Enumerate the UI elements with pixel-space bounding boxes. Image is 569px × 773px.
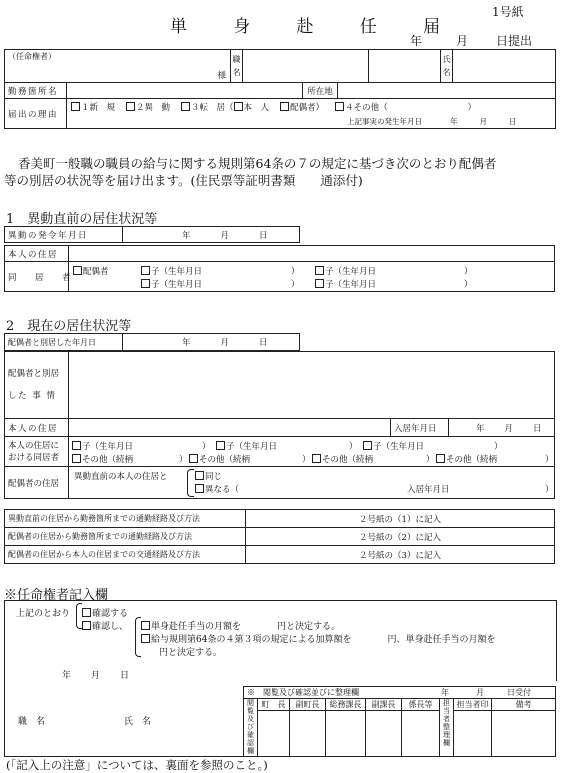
header-table	[4, 49, 556, 129]
intro-line-2: 等の別居の状況等を届け出ます。(住民票等証明書類 通添付)	[4, 173, 363, 188]
addition-option[interactable]: 給与規則第64条の４第３項の規定による加算額を 円、単身赴任手当の月額を	[141, 632, 495, 645]
section1-heading: 1 異動直前の居住状況等	[6, 212, 158, 227]
stamp-cell[interactable]	[492, 711, 556, 757]
stamp-cell[interactable]	[290, 711, 326, 757]
form-title	[170, 12, 440, 37]
name-label: 氏 名	[441, 50, 453, 83]
reason-move[interactable]: ３転 居（ 本 人	[181, 101, 269, 113]
route-value: ２号紙の（3）に記入	[246, 546, 555, 564]
cohabit-label: 同 居 者	[5, 262, 69, 292]
current-residence-label: 本人の住居	[5, 419, 69, 437]
appointer-cell[interactable]: （任命権者） 様	[5, 50, 231, 83]
brace	[187, 469, 194, 497]
move-in-label: 入居年月日	[391, 419, 449, 437]
stamp-cell[interactable]	[454, 711, 492, 757]
current-other[interactable]: その他（続柄	[312, 453, 373, 465]
confirm-and-option[interactable]: 確認し、	[82, 619, 128, 632]
address-label: 所在地	[303, 83, 338, 99]
intro-line-1: 香美町一般職の職員の給与に関する規則第64条の７の規定に基づき次のとおり配偶者	[18, 156, 497, 171]
stamp-table	[243, 686, 556, 757]
stamp-col-general-affairs: 総務課長	[326, 699, 366, 711]
stamp-cell[interactable]	[258, 711, 290, 757]
stamp-cell[interactable]	[366, 711, 402, 757]
stamp-col-chief: 係長等	[402, 699, 440, 711]
stamp-cell[interactable]	[326, 711, 366, 757]
appointer-name: 氏 名	[124, 717, 152, 727]
reason-cell	[67, 99, 556, 129]
current-child[interactable]: 子（生年月日	[363, 440, 424, 452]
stamp-header: ※ 閲覧及び確認並びに整理欄 年 月 日受付	[244, 687, 556, 699]
section2-heading: 2 現在の居住状況等	[6, 319, 132, 334]
current-other[interactable]: その他（続柄	[189, 453, 250, 465]
route-value: ２号紙の（2）に記入	[246, 528, 555, 546]
cohabit-child[interactable]: 子（生年月日	[141, 278, 202, 290]
current-other[interactable]: その他（続柄	[72, 453, 133, 465]
route-label: 配偶者の住居から勤務箇所までの通勤経路及び方法	[5, 528, 246, 546]
cohabit-child[interactable]: 子（生年月日	[315, 265, 376, 277]
order-date-field[interactable]: 年 月 日	[123, 227, 300, 243]
appointer-position: 職 名	[18, 717, 46, 727]
stamp-col-remarks: 備考	[492, 699, 556, 711]
cohabit-child[interactable]: 子（生年月日	[141, 265, 202, 277]
title-char: 身	[233, 17, 251, 37]
current-child[interactable]: 子（生年月日	[216, 440, 277, 452]
separated-date-table	[4, 333, 300, 351]
fact-date[interactable]: 上記事実の発生年月日 年 月 日	[347, 117, 517, 126]
cohabit-spouse[interactable]: 配偶者	[73, 265, 109, 277]
reason-new[interactable]: １新 規	[71, 101, 115, 113]
stamp-cell[interactable]	[402, 711, 440, 757]
residence-field[interactable]	[69, 246, 555, 262]
blank	[369, 50, 441, 83]
box-border	[4, 680, 5, 757]
separated-date-label: 配偶者と別居した年月日	[5, 334, 123, 351]
cohabit-child[interactable]: 子（生年月日	[315, 278, 376, 290]
stamp-col-staff: 担当者印	[454, 699, 492, 711]
appointer-date[interactable]: 年 月 日	[62, 671, 130, 681]
route-value: ２号紙の（1）に記入	[246, 510, 555, 528]
title-char: 届	[423, 17, 440, 37]
cohabit-field: 配偶者 子（生年月日 ） 子（生年月日 ） 子（生年月日 ） 子（生年月日 ）	[69, 262, 555, 292]
current-other[interactable]: その他（続柄	[436, 453, 497, 465]
route-table	[4, 509, 555, 564]
prev-residence-text: 異動直前の本人の住居と	[74, 472, 168, 482]
same-option[interactable]: 同じ	[195, 470, 222, 482]
reason-transfer[interactable]: ２異 動	[126, 101, 170, 113]
title-char: 単	[170, 17, 187, 37]
current-cohabit-field: 子（生年月日 ） 子（生年月日 ） 子（生年月日 ） その他（続柄 ） その他（続柄 ） その他（続柄 ） その他（続柄 ）	[69, 437, 555, 467]
stamp-col-vice-mayor: 副町長	[290, 699, 326, 711]
residence-label: 本人の住居	[5, 246, 69, 262]
appointer-heading: ※任命権者記入欄	[4, 588, 109, 603]
separation-reason-label: 配偶者と別居 した 事 情	[5, 352, 69, 419]
current-cohabit-label: 本人の住居に おける同居者	[5, 437, 69, 467]
decide-line: 円と決定する。	[159, 648, 223, 658]
reason-label: 届出の理由	[5, 99, 67, 129]
submit-date: 年 月 日提出	[410, 34, 533, 48]
staff-label: 担当者整理欄	[440, 699, 454, 757]
workplace-label: 勤務箇所名	[5, 83, 67, 99]
reason-other[interactable]: ４その他（ ）	[335, 101, 476, 113]
view-confirm-label: 閲覧及び確認欄	[244, 699, 258, 757]
stamp-col-deputy: 副課長	[366, 699, 402, 711]
spouse-residence-field: 異動直前の本人の住居と 同じ 異なる（ 入居年月日 ）	[69, 467, 555, 499]
confirm-option[interactable]: 確認する	[82, 606, 128, 619]
footer-note: (「記入上の注意」については、裏面を参照のこと。)	[6, 758, 268, 772]
name-field[interactable]	[453, 50, 556, 83]
spouse-residence-label: 配偶者の住居	[5, 467, 69, 499]
route-label: 異動直前の住居から勤務箇所までの通勤経路及び方法	[5, 510, 246, 528]
position-field[interactable]	[243, 50, 369, 83]
section2-table	[4, 351, 555, 499]
allowance-option[interactable]: 単身赴任手当の月額を 円と決定する。	[141, 619, 340, 632]
order-date-label: 異動の発令年月日	[5, 227, 123, 243]
address-field[interactable]	[338, 83, 556, 99]
current-residence-field[interactable]	[69, 419, 391, 437]
title-char: 赴	[296, 17, 314, 37]
stamp-col-mayor: 町 長	[258, 699, 290, 711]
title-char: 任	[359, 17, 377, 37]
position-label: 職 名	[231, 50, 243, 83]
order-date-table	[4, 226, 300, 243]
form-number: 1号紙	[492, 5, 524, 19]
move-in-field[interactable]: 年 月 日	[449, 419, 555, 437]
workplace-field[interactable]	[67, 83, 303, 99]
section1-table	[4, 245, 555, 292]
different-option[interactable]: 異なる（	[195, 483, 239, 495]
separated-date-field[interactable]: 年 月 日	[123, 334, 300, 351]
reason-spouse[interactable]: 配偶者）	[280, 101, 324, 113]
current-child[interactable]: 子（生年月日	[72, 440, 133, 452]
separation-reason-field[interactable]	[69, 352, 555, 419]
as-above: 上記のとおり	[16, 609, 71, 619]
route-label: 配偶者の住居から本人の住居までの交通経路及び方法	[5, 546, 246, 564]
